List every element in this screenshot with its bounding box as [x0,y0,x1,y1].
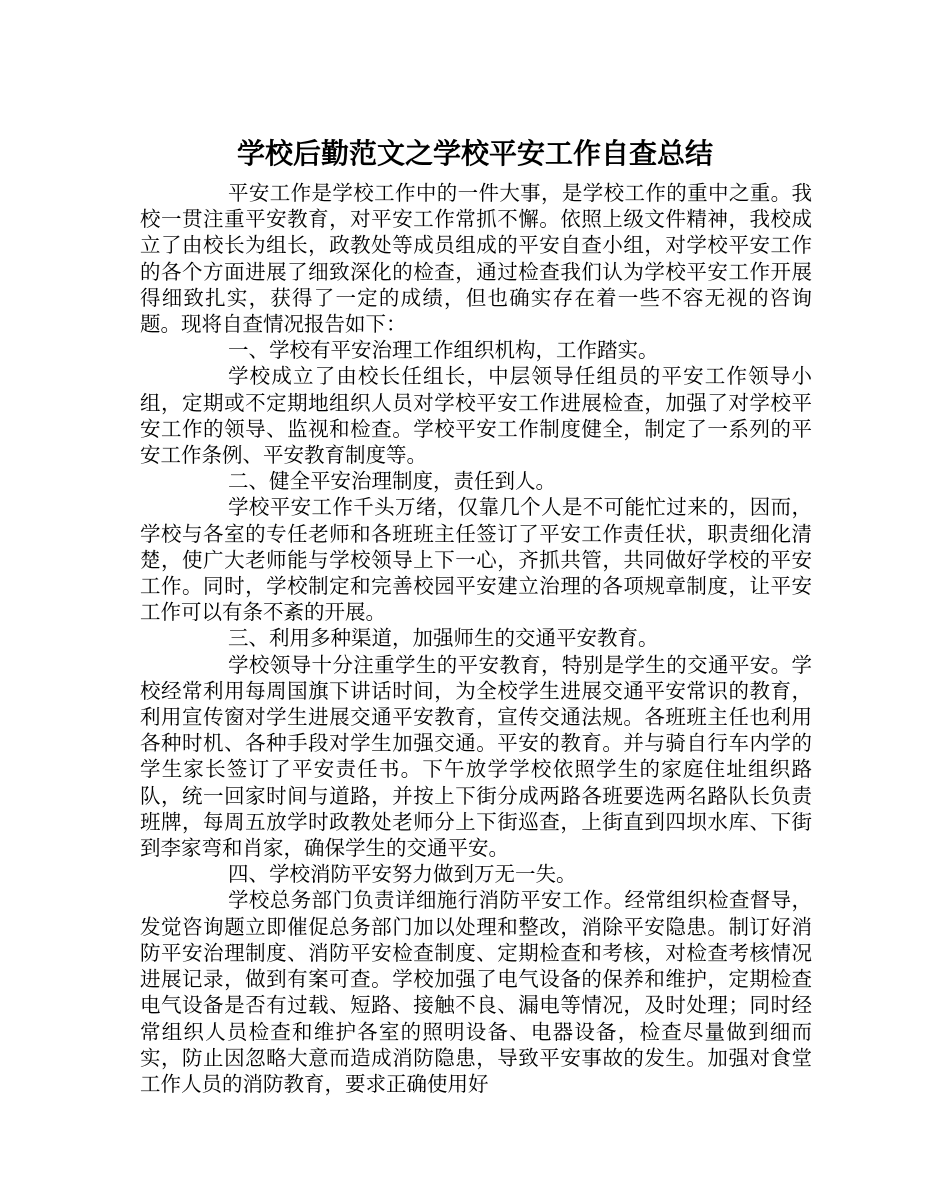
intro-paragraph: 平安工作是学校工作中的一件大事，是学校工作的重中之重。我校一贯注重平安教育，对平安工作常抓不懈。依照上级文件精神，我校成立了由校长为组长，政教处等成员组成的平安自查小组，对学校平安工作的各个方面进展了细致深化的检查，通过检查我们认为学校平安工作开展得细致扎实，获得了一定的成绩，但也确实存在着一些不容无视的咨询题。现将自查情况报告如下： [140,181,812,337]
section-1-paragraph: 学校成立了由校长任组长，中层领导任组员的平安工作领导小组，定期或不定期地组织人员对学校平安工作进展检查，加强了对学校平安工作的领导、监视和检查。学校平安工作制度健全，制定了一系列的平安工作条例、平安教育制度等。 [140,364,812,468]
section-heading-4: 四、学校消防平安努力做到万无一失。 [228,862,577,887]
document-body [140,180,812,1097]
section-heading-3: 三、利用多种渠道，加强师生的交通平安教育。 [228,626,659,651]
section-3-paragraph: 学校领导十分注重学生的平安教育，特别是学生的交通平安。学校经常利用每周国旗下讲话时间，为全校学生进展交通平安常识的教育，利用宣传窗对学生进展交通平安教育，宣传交通法规。各班班主任也利用各种时机、各种手段对学生加强交通。平安的教育。并与骑自行车内学的学生家长签订了平安责任书。下午放学学校依照学生的家庭住址组织路队，统一回家时间与道路，并按上下街分成两路各班要选两名路队长负责班牌，每周五放学时政教处老师分上下街巡查，上街直到四坝水库、下街到李家弯和肖家，确保学生的交通平安。 [140,652,812,861]
section-heading-1: 一、学校有平安治理工作组织机构，工作踏实。 [228,338,659,363]
document-title: 学校后勤范文之学校平安工作自查总结 [236,137,713,170]
section-4-paragraph: 学校总务部门负责详细施行消防平安工作。经常组织检查督导，发觉咨询题立即催促总务部门加以处理和整改，消除平安隐患。制订好消防平安治理制度、消防平安检查制度、定期检查和考核，对检查考核情况进展记录，做到有案可查。学校加强了电气设备的保养和维护，定期检查电气设备是否有过载、短路、接触不良、漏电等情况，及时处理；同时经常组织人员检查和维护各室的照明设备、电器设备，检查尽量做到细而实，防止因忽略大意而造成消防隐患，导致平安事故的发生。加强对食堂工作人员的消防教育，要求正确使用好 [140,888,812,1096]
section-heading-2: 二、健全平安治理制度，责任到人。 [228,469,556,494]
section-2-paragraph: 学校平安工作千头万绪，仅靠几个人是不可能忙过来的，因而，学校与各室的专任老师和各班班主任签订了平安工作责任状，职责细化清楚，使广大老师能与学校领导上下一心，齐抓共管，共同做好学校的平安工作。同时，学校制定和完善校园平安建立治理的各项规章制度，让平安工作可以有条不紊的开展。 [140,495,812,625]
